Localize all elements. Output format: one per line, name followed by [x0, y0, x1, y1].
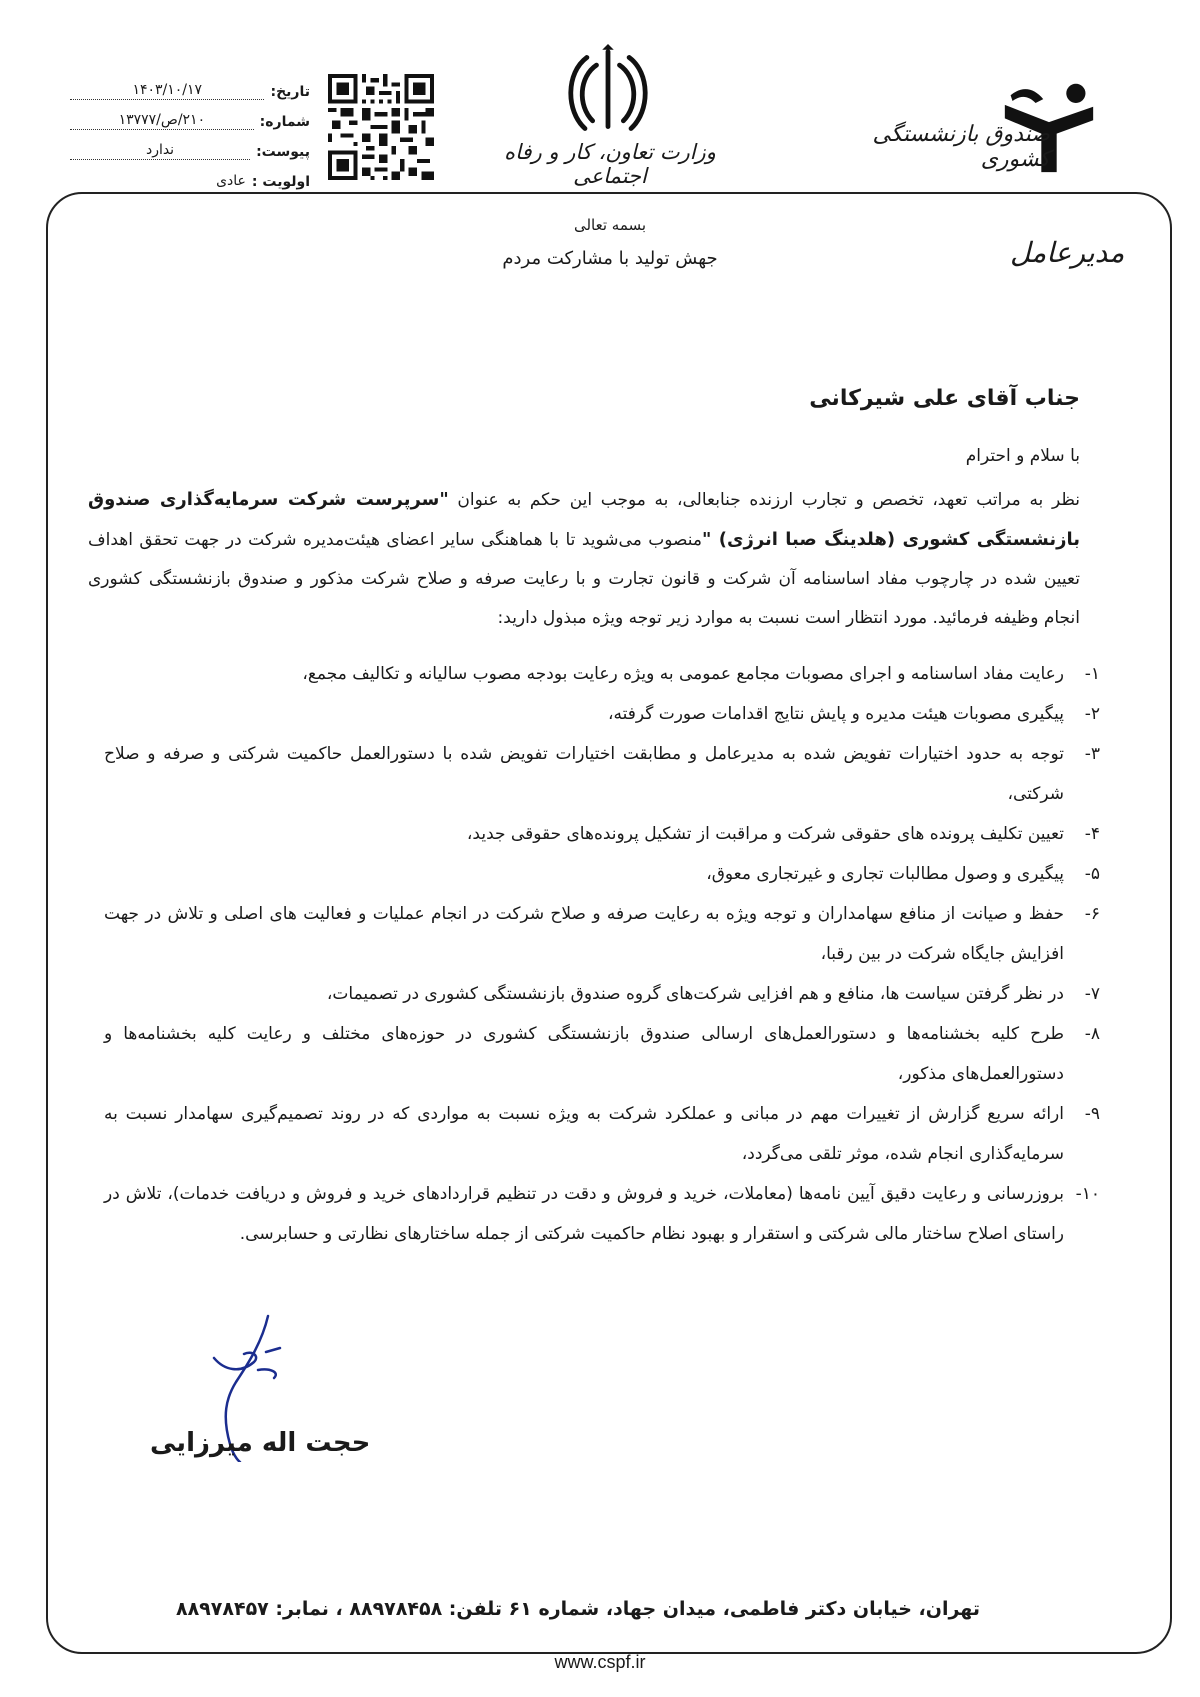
item-text: حفظ و صیانت از منافع سهامداران و توجه ویژه به رعایت صرفه و صلاح شرکت در انجام عملیات و فعالیت های اصلی و تلاش در جهت افزایش جایگاه شرکت در بین رقبا،: [104, 904, 1064, 964]
list-item: [104, 654, 1100, 694]
number-row: [70, 100, 310, 130]
bismillah: بسمه تعالی: [573, 216, 647, 234]
priority-value: عادی: [216, 173, 246, 189]
number-value: ۲۱۰/ص/۱۳۷۷۷: [70, 112, 254, 130]
year-slogan: جهش تولید با مشارکت مردم: [502, 248, 718, 269]
item-text: تعیین تکلیف پرونده های حقوقی شرکت و مراقبت از تشکیل پرونده‌های حقوقی جدید،: [466, 824, 1064, 844]
intro-text-2: منصوب می‌شوید تا با هماهنگی سایر اعضای هیئت‌مدیره شرکت در جهت تحقق اهداف تعیین شده در چارچوب مفاد اساسنامه آن شرکت و قانون تجارت و با رعایت صرفه و صلاح شرکت مذکور و صندوق بازنشستگی کشوری انجام وظیفه فرمائید. مورد انتظار است نسبت به موارد زیر توجه ویژه مبذول دارید:: [88, 530, 1080, 628]
duties-list: [104, 654, 1100, 1254]
greeting: با سلام و احترام: [965, 446, 1080, 466]
footer-website: www.cspf.ir: [554, 1652, 646, 1672]
item-text: در نظر گرفتن سیاست ها، منافع و هم افزایی شرکت‌های گروه صندوق بازنشستگی کشوری در تصمیمات،: [326, 984, 1064, 1004]
item-number: ۸-: [1084, 1024, 1100, 1044]
item-number: ۹-: [1084, 1104, 1100, 1124]
item-text: طرح کلیه بخشنامه‌ها و دستورالعمل‌های ارسالی صندوق بازنشستگی کشوری در حوزه‌های مختلف و رعایت کلیه بخشنامه‌ها و دستورالعمل‌های مذکور،: [104, 1024, 1064, 1084]
item-text: توجه به حدود اختیارات تفویض شده به مدیرعامل و مطابقت اختیارات تفویض شده با دستورالعمل حاکمیت شرکتی و صرفه و صلاح شرکتی،: [104, 744, 1064, 804]
national-emblem-logo: [560, 44, 656, 140]
attachment-value: ندارد: [70, 142, 250, 160]
item-number: ۴-: [1084, 824, 1100, 844]
list-item: [104, 694, 1100, 734]
item-number: ۶-: [1084, 904, 1100, 924]
attachment-label: پیوست:: [256, 144, 310, 160]
item-text: ارائه سریع گزارش از تغییرات مهم در مبانی و عملکرد شرکت به ویژه نسبت به مواردی که در روند تصمیم‌گیری سهامدار نسبت به سرمایه‌گذاری انجام شده، موثر تلقی می‌گردد،: [104, 1104, 1064, 1164]
item-number: ۳-: [1084, 744, 1100, 764]
date-label: تاریخ:: [270, 84, 310, 100]
intro-text-1: نظر به مراتب تعهد، تخصص و تجارب ارزنده جنابعالی، به موجب این حکم به عنوان: [448, 490, 1081, 510]
signer-name: حجت اله میرزایی: [150, 1428, 371, 1458]
recipient-name: جناب آقای علی شیرکانی: [809, 386, 1080, 411]
number-label: شماره:: [259, 114, 310, 130]
date-value: ۱۴۰۳/۱۰/۱۷: [70, 82, 264, 100]
item-number: ۷-: [1084, 984, 1100, 1004]
item-text: پیگیری مصوبات هیئت مدیره و پایش نتایج اقدامات صورت گرفته،: [607, 704, 1064, 724]
list-item: [104, 814, 1100, 854]
item-number: ۵-: [1084, 864, 1100, 884]
appointment-title: "سرپرست شرکت سرمایه‌گذاری صندوق بازنشستگی کشوری (هلدینگ صبا انرژی) ": [88, 489, 1081, 550]
list-item: [104, 974, 1100, 1014]
department-title: مدیرعامل: [1010, 236, 1125, 269]
priority-label: اولویت :: [251, 174, 310, 190]
qr-code: [328, 74, 434, 180]
letter-meta: [70, 70, 310, 190]
attachment-row: [70, 130, 310, 160]
letter-body: [88, 480, 1080, 638]
list-item: [104, 1174, 1100, 1254]
item-text: بروزرسانی و رعایت دقیق آیین نامه‌ها (معاملات، خرید و فروش و دقت در تنظیم قراردادهای خرید و فروش و دریافت خدمات)، تلاش در راستای اصلاح ساختار مالی شرکتی و استقرار و بهبود نظام حاکمیت شرکتی از جمله ساختارهای نظارتی و حسابرسی.: [104, 1184, 1064, 1244]
list-item: [104, 1094, 1100, 1174]
item-text: پیگیری و وصول مطالبات تجاری و غیرتجاری معوق،: [706, 864, 1064, 884]
item-number: ۱-: [1084, 664, 1100, 684]
item-number: ۱۰-: [1075, 1184, 1100, 1204]
item-text: رعایت مفاد اساسنامه و اجرای مصوبات مجامع عمومی به ویژه رعایت بودجه مصوب سالیانه و تکالیف مجمع،: [302, 664, 1064, 684]
footer-address: تهران، خیابان دکتر فاطمی، میدان جهاد، شماره ۶۱ تلفن: ۸۸۹۷۸۴۵۸ ، نمابر: ۸۸۹۷۸۴۵۷: [175, 1598, 980, 1620]
item-number: ۲-: [1084, 704, 1100, 724]
list-item: [104, 894, 1100, 974]
pension-fund-name: صندوق بازنشستگی کشوری: [872, 122, 1050, 172]
ministry-name: وزارت تعاون، کار و رفاه اجتماعی: [504, 140, 716, 188]
priority-row: [70, 160, 310, 190]
list-item: [104, 854, 1100, 894]
list-item: [104, 734, 1100, 814]
date-row: [70, 70, 310, 100]
list-item: [104, 1014, 1100, 1094]
